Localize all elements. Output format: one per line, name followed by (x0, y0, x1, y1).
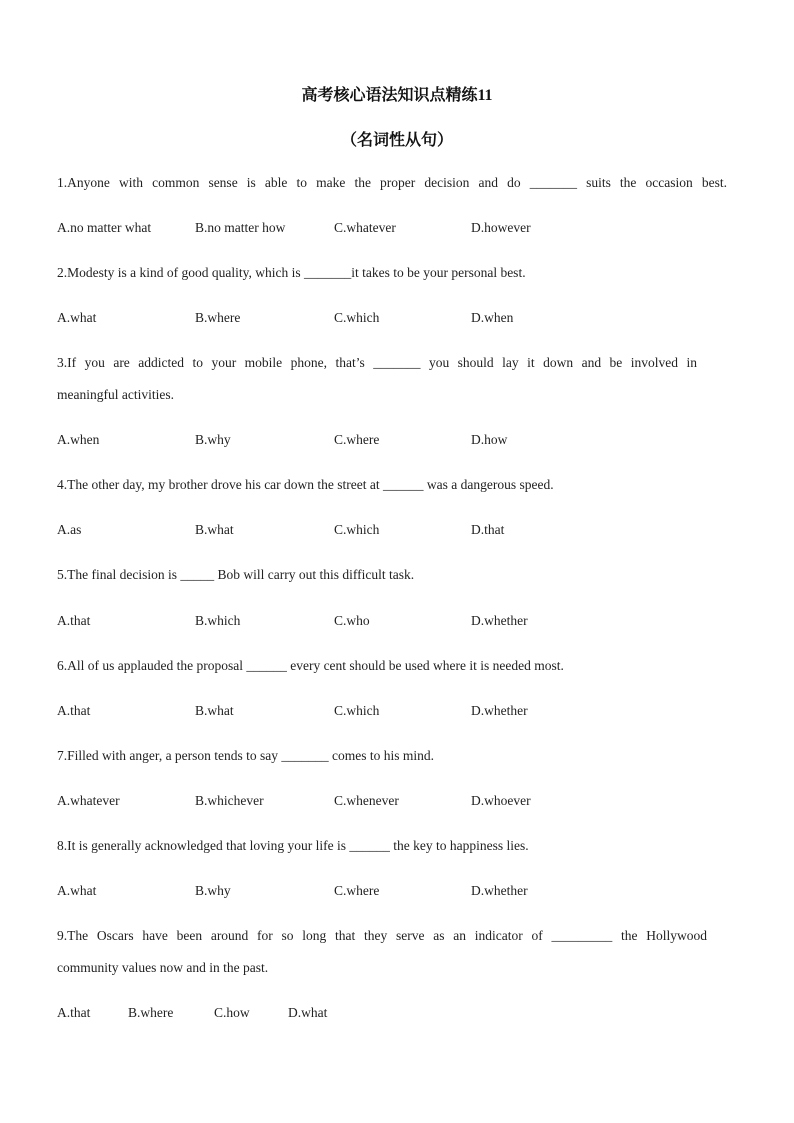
question-3-option-b: B.why (195, 432, 231, 447)
question-6-text: 6.All of us applauded the proposal ______ every cent should be used where it is needed most. (57, 658, 564, 673)
question-2-option-d: D.when (471, 310, 514, 325)
question-2-text: 2.Modesty is a kind of good quality, which is _______it takes to be your personal best. (57, 265, 526, 280)
question-3-text-line-2: meaningful activities. (57, 387, 174, 402)
question-9-option-a: A.that (57, 1005, 91, 1020)
question-7-option-c: C.whenever (334, 793, 399, 808)
question-5-option-d: D.whether (471, 613, 528, 628)
question-1-option-a: A.no matter what (57, 220, 152, 235)
question-3-option-a: A.when (57, 432, 100, 447)
question-9-text-line-1: 9.The Oscars have been around for so long that they serve as an indicator of _________ the Hollywood (57, 928, 707, 943)
question-2-option-c: C.which (334, 310, 380, 325)
question-6-option-d: D.whether (471, 703, 528, 718)
question-8-option-d: D.whether (471, 883, 528, 898)
question-9-option-c: C.how (214, 1005, 250, 1020)
question-4-option-b: B.what (195, 522, 234, 537)
question-9-option-d: D.what (288, 1005, 328, 1020)
question-3-text-line-1: 3.If you are addicted to your mobile phone, that’s _______ you should lay it down and be involved in (57, 355, 697, 370)
question-4-option-a: A.as (57, 522, 82, 537)
document-title: 高考核心语法知识点精练11 (301, 87, 493, 104)
document-subtitle: （名词性从句） (340, 132, 453, 149)
question-5-option-b: B.which (195, 613, 241, 628)
question-7-option-b: B.whichever (195, 793, 264, 808)
question-5-option-a: A.that (57, 613, 91, 628)
question-6-option-b: B.what (195, 703, 234, 718)
question-5-text: 5.The final decision is _____ Bob will carry out this difficult task. (57, 567, 415, 582)
question-4-option-c: C.which (334, 522, 380, 537)
question-9-option-b: B.where (128, 1005, 174, 1020)
question-5-option-c: C.who (334, 613, 370, 628)
question-9-text-line-2: community values now and in the past. (57, 960, 269, 975)
question-6-option-c: C.which (334, 703, 380, 718)
question-7-option-d: D.whoever (471, 793, 531, 808)
question-4-option-d: D.that (471, 522, 505, 537)
question-7-option-a: A.whatever (57, 793, 120, 808)
question-8-option-c: C.where (334, 883, 380, 898)
question-7-text: 7.Filled with anger, a person tends to say _______ comes to his mind. (57, 748, 435, 763)
question-3-option-c: C.where (334, 432, 380, 447)
question-8-option-b: B.why (195, 883, 231, 898)
question-6-option-a: A.that (57, 703, 91, 718)
question-1-option-c: C.whatever (334, 220, 396, 235)
question-2-option-a: A.what (57, 310, 97, 325)
question-8-text: 8.It is generally acknowledged that loving your life is ______ the key to happiness lies. (57, 838, 529, 853)
question-1-option-b: B.no matter how (195, 220, 286, 235)
question-1-text: 1.Anyone with common sense is able to make the proper decision and do _______ suits the occasion best. (57, 175, 727, 190)
question-8-option-a: A.what (57, 883, 97, 898)
question-1-option-d: D.however (471, 220, 531, 235)
question-2-option-b: B.where (195, 310, 241, 325)
question-3-option-d: D.how (471, 432, 508, 447)
question-4-text: 4.The other day, my brother drove his car down the street at ______ was a dangerous speed. (57, 477, 554, 492)
